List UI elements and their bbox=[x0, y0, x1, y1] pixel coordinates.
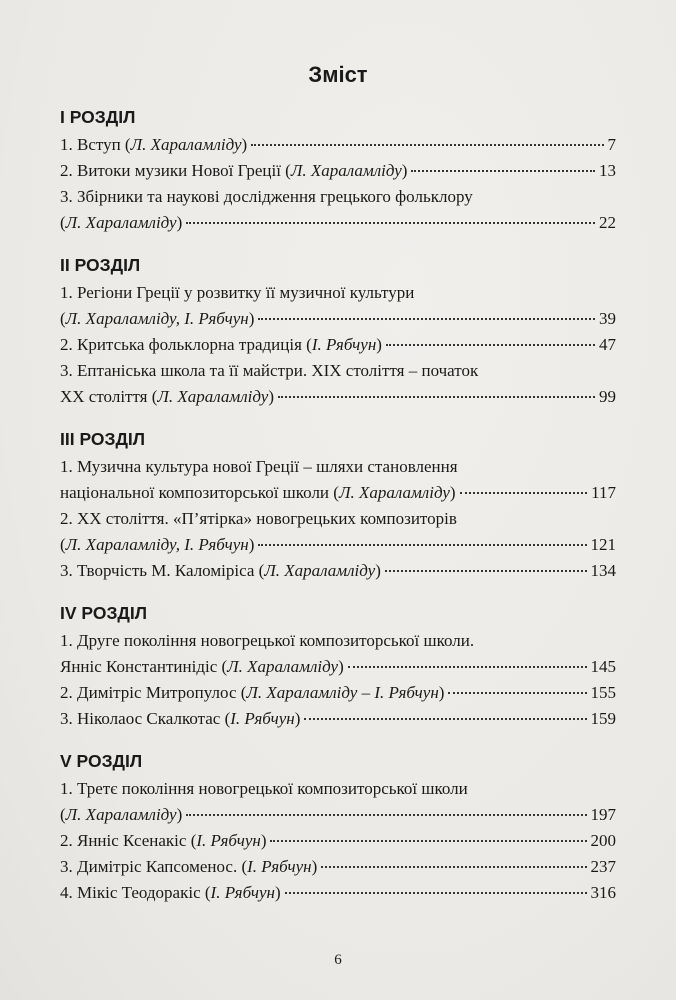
entry-page-number: 237 bbox=[590, 857, 616, 876]
dot-leader bbox=[251, 144, 603, 146]
entry-text bbox=[60, 132, 247, 158]
entry-close-paren: ) bbox=[376, 335, 382, 354]
entry-close-paren: ) bbox=[241, 135, 248, 154]
entry-close-paren: ) bbox=[294, 709, 301, 728]
entry-page-number: 7 bbox=[607, 135, 616, 154]
entry-author: Л. Хараламліду bbox=[227, 657, 339, 676]
entry-title: 2. Витоки музики Нової Греції ( bbox=[60, 161, 291, 180]
dot-leader bbox=[258, 544, 586, 546]
entry-text bbox=[60, 384, 274, 410]
entry-close-paren: ) bbox=[268, 387, 275, 406]
toc-entry-line bbox=[60, 332, 616, 358]
toc-entry-line bbox=[60, 776, 616, 802]
entry-title: 1. Регіони Греції у розвитку її музичної культури bbox=[60, 283, 415, 302]
entry-title: 4. Мікіс Теодоракіс ( bbox=[60, 883, 211, 902]
entry-text bbox=[60, 506, 457, 532]
entry-page-number: 22 bbox=[599, 213, 616, 232]
entry-close-paren: ) bbox=[176, 805, 183, 824]
toc-entry-line bbox=[60, 132, 616, 158]
toc-entry-line bbox=[60, 358, 616, 384]
toc-entry-line bbox=[60, 532, 616, 558]
toc-entry-line bbox=[60, 880, 616, 906]
entry-close-paren: ) bbox=[375, 561, 381, 580]
entry-author: І. Рябчун bbox=[311, 335, 377, 354]
dot-leader bbox=[186, 814, 586, 816]
toc-section bbox=[60, 102, 616, 236]
entry-page-number: 13 bbox=[599, 161, 616, 180]
entry-author: Л. Хараламліду, І. Рябчун bbox=[65, 309, 249, 328]
entry-close-paren: ) bbox=[248, 309, 255, 328]
toc-entry-line bbox=[60, 506, 616, 532]
page-number: 6 bbox=[334, 952, 342, 968]
dot-leader bbox=[258, 318, 595, 320]
dot-leader bbox=[411, 170, 595, 172]
entry-page-number: 39 bbox=[599, 309, 616, 328]
entry-page-number: 155 bbox=[590, 683, 616, 702]
toc-section bbox=[60, 424, 616, 584]
entry-close-paren: ) bbox=[449, 483, 456, 502]
entry-title: 1. Вступ ( bbox=[60, 135, 131, 154]
toc-entry-line bbox=[60, 280, 616, 306]
entry-close-paren: ) bbox=[275, 883, 281, 902]
entry-text bbox=[60, 776, 468, 802]
entry-page-number: 47 bbox=[599, 335, 616, 354]
entry-text bbox=[60, 802, 182, 828]
section-heading: II РОЗДІЛ bbox=[60, 255, 141, 275]
section-heading: I РОЗДІЛ bbox=[60, 107, 136, 127]
entry-author: І. Рябчун bbox=[247, 857, 312, 876]
dot-leader bbox=[385, 570, 587, 572]
dot-leader bbox=[460, 492, 588, 494]
entry-author: І. Рябчун bbox=[196, 831, 261, 850]
section-heading: IV РОЗДІЛ bbox=[60, 603, 148, 623]
dot-leader bbox=[278, 396, 595, 398]
page-title: Зміст bbox=[308, 62, 368, 87]
entry-close-paren: ) bbox=[401, 161, 408, 180]
entry-title: 2. Димітріс Митропулос ( bbox=[60, 683, 247, 702]
toc-entry-line bbox=[60, 558, 616, 584]
entry-author: Л. Хараламліду – І. Рябчун bbox=[246, 683, 439, 702]
toc-section bbox=[60, 746, 616, 906]
entry-close-paren: ) bbox=[176, 213, 183, 232]
entry-author: Л. Хараламліду bbox=[157, 387, 269, 406]
dot-leader bbox=[348, 666, 587, 668]
table-of-contents bbox=[60, 102, 616, 920]
entry-title: 3. Ептаніська школа та її майстри. XIX століття – початок bbox=[60, 361, 479, 380]
entry-page-number: 200 bbox=[590, 831, 616, 850]
entry-text bbox=[60, 158, 407, 184]
entry-title: 3. Димітріс Капсоменос. ( bbox=[60, 857, 248, 876]
entry-title: 1. Музична культура нової Греції – шляхи становлення bbox=[60, 457, 458, 476]
entry-text bbox=[60, 680, 444, 706]
entry-author: Л. Хараламліду bbox=[65, 805, 177, 824]
entry-close-paren: ) bbox=[338, 657, 344, 676]
entry-page-number: 145 bbox=[590, 657, 616, 676]
entry-page-number: 121 bbox=[590, 535, 616, 554]
entry-text bbox=[60, 210, 182, 236]
entry-text bbox=[60, 358, 478, 384]
entry-author: Л. Хараламліду, І. Рябчун bbox=[65, 535, 249, 554]
entry-text bbox=[60, 332, 382, 358]
entry-author: Л. Хараламліду bbox=[264, 561, 376, 580]
entry-author: Л. Хараламліду bbox=[290, 161, 402, 180]
toc-entry-line bbox=[60, 306, 616, 332]
entry-title: XX століття ( bbox=[60, 387, 158, 406]
toc-entry-line bbox=[60, 706, 616, 732]
toc-entry-line bbox=[60, 654, 616, 680]
entry-text bbox=[60, 532, 254, 558]
entry-page-number: 316 bbox=[590, 883, 616, 902]
toc-entry-line bbox=[60, 828, 616, 854]
toc-entry-line bbox=[60, 854, 616, 880]
entry-title: 1. Третє покоління новогрецької композиторської школи bbox=[60, 779, 468, 798]
dot-leader bbox=[448, 692, 586, 694]
entry-title: 3. Збірники та наукові дослідження грецького фольклору bbox=[60, 187, 473, 206]
entry-author: Л. Хараламліду bbox=[338, 483, 450, 502]
entry-title: 3. Ніколаос Скалкотас ( bbox=[60, 709, 231, 728]
section-heading: V РОЗДІЛ bbox=[60, 751, 143, 771]
entry-title: 2. Критська фольклорна традиція ( bbox=[60, 335, 312, 354]
entry-title: ( bbox=[60, 805, 66, 824]
entry-title: 2. Янніс Ксенакіс ( bbox=[60, 831, 197, 850]
entry-text bbox=[60, 828, 266, 854]
dot-leader bbox=[321, 866, 586, 868]
toc-entry-line bbox=[60, 184, 616, 210]
toc-entry-line bbox=[60, 628, 616, 654]
entry-text bbox=[60, 706, 300, 732]
entry-text bbox=[60, 854, 317, 880]
entry-title: ( bbox=[60, 535, 66, 554]
dot-leader bbox=[186, 222, 595, 224]
entry-title: ( bbox=[60, 309, 66, 328]
entry-text bbox=[60, 880, 281, 906]
toc-entry-line bbox=[60, 480, 616, 506]
entry-author: Л. Хараламліду bbox=[65, 213, 177, 232]
entry-title: національної композиторської школи ( bbox=[60, 483, 339, 502]
entry-page-number: 197 bbox=[590, 805, 616, 824]
toc-entry-line bbox=[60, 158, 616, 184]
entry-text bbox=[60, 306, 254, 332]
entry-text bbox=[60, 628, 474, 654]
section-heading: III РОЗДІЛ bbox=[60, 429, 146, 449]
entry-page-number: 159 bbox=[590, 709, 616, 728]
entry-title: ( bbox=[60, 213, 66, 232]
entry-close-paren: ) bbox=[311, 857, 318, 876]
dot-leader bbox=[285, 892, 587, 894]
entry-author: І. Рябчун bbox=[230, 709, 295, 728]
entry-text bbox=[60, 558, 381, 584]
toc-section bbox=[60, 250, 616, 410]
entry-title: Янніс Константинідіс ( bbox=[60, 657, 228, 676]
entry-page-number: 134 bbox=[590, 561, 616, 580]
toc-entry-line bbox=[60, 680, 616, 706]
entry-page-number: 99 bbox=[599, 387, 616, 406]
entry-close-paren: ) bbox=[260, 831, 267, 850]
toc-entry-line bbox=[60, 384, 616, 410]
dot-leader bbox=[386, 344, 595, 346]
entry-text bbox=[60, 654, 344, 680]
entry-author: І. Рябчун bbox=[210, 883, 275, 902]
entry-author: Л. Хараламліду bbox=[130, 135, 242, 154]
entry-title: 2. XX століття. «П’ятірка» новогрецьких композиторів bbox=[60, 509, 457, 528]
dot-leader bbox=[304, 718, 586, 720]
entry-close-paren: ) bbox=[438, 683, 445, 702]
toc-entry-line bbox=[60, 454, 616, 480]
dot-leader bbox=[270, 840, 586, 842]
toc-entry-line bbox=[60, 802, 616, 828]
toc-entry-line bbox=[60, 210, 616, 236]
entry-text bbox=[60, 280, 414, 306]
entry-close-paren: ) bbox=[248, 535, 255, 554]
entry-page-number: 117 bbox=[591, 483, 616, 502]
entry-text bbox=[60, 480, 456, 506]
entry-text bbox=[60, 454, 458, 480]
entry-title: 1. Друге покоління новогрецької композиторської школи. bbox=[60, 631, 475, 650]
entry-title: 3. Творчість М. Каломіріса ( bbox=[60, 561, 265, 580]
entry-text bbox=[60, 184, 473, 210]
toc-section bbox=[60, 598, 616, 732]
